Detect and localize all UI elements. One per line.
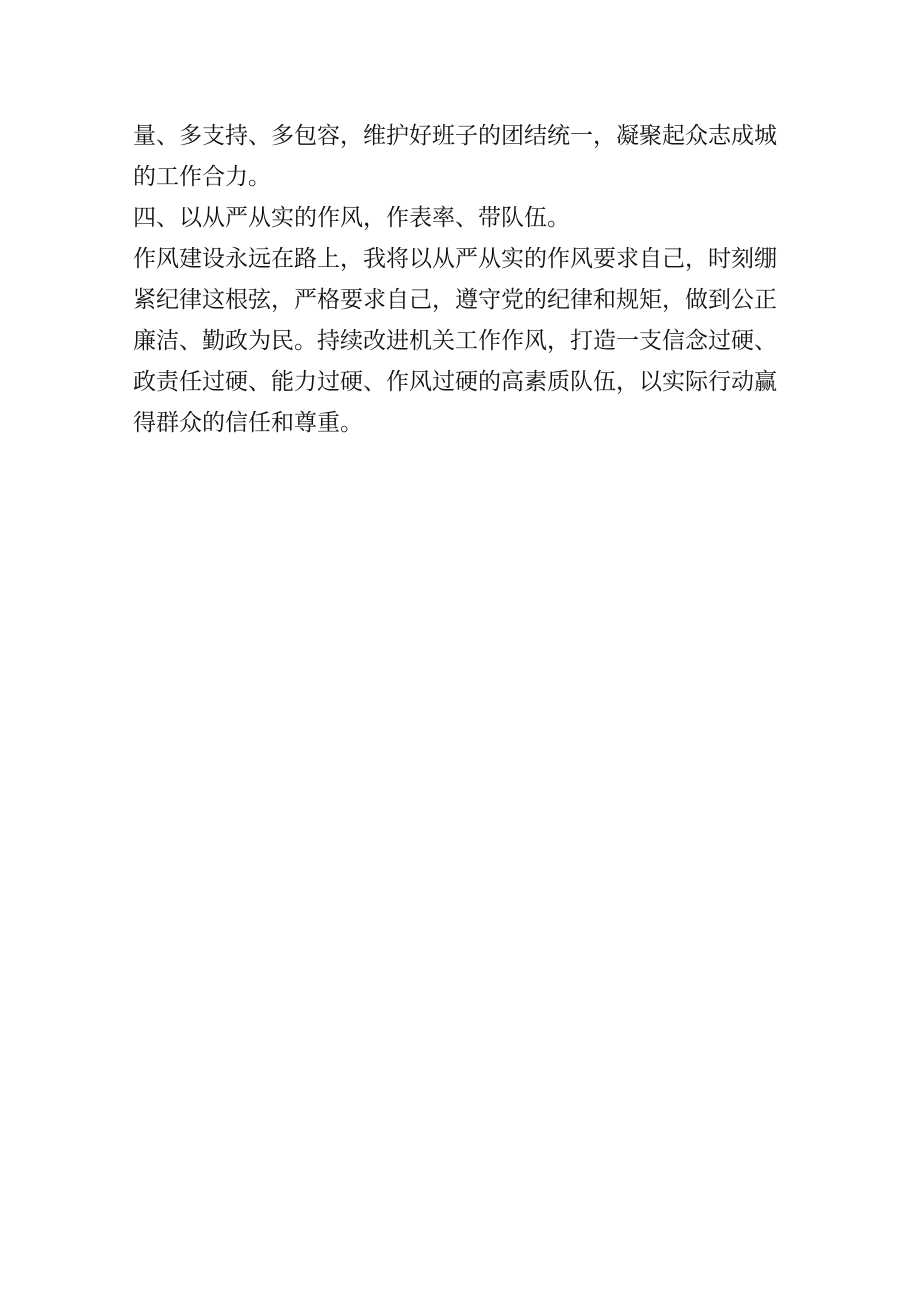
paragraph-line: 得群众的信任和尊重。	[133, 410, 363, 436]
paragraph-line: 廉洁、勤政为民。持续改进机关工作作风，打造一支信念过硬、	[133, 328, 777, 354]
paragraph-line: 作风建设永远在路上，我将以从严从实的作风要求自己，时刻绷	[133, 246, 777, 272]
paragraph-line: 量、多支持、多包容，维护好班子的团结统一，凝聚起众志成城	[133, 123, 777, 149]
section-heading: 四、以从严从实的作风，作表率、带队伍。	[133, 205, 570, 231]
paragraph-line: 政责任过硬、能力过硬、作风过硬的高素质队伍，以实际行动赢	[133, 369, 777, 395]
paragraph-line: 紧纪律这根弦，严格要求自己，遵守党的纪律和规矩，做到公正	[133, 287, 777, 313]
document-body	[133, 116, 803, 444]
paragraph-line: 的工作合力。	[133, 164, 271, 190]
